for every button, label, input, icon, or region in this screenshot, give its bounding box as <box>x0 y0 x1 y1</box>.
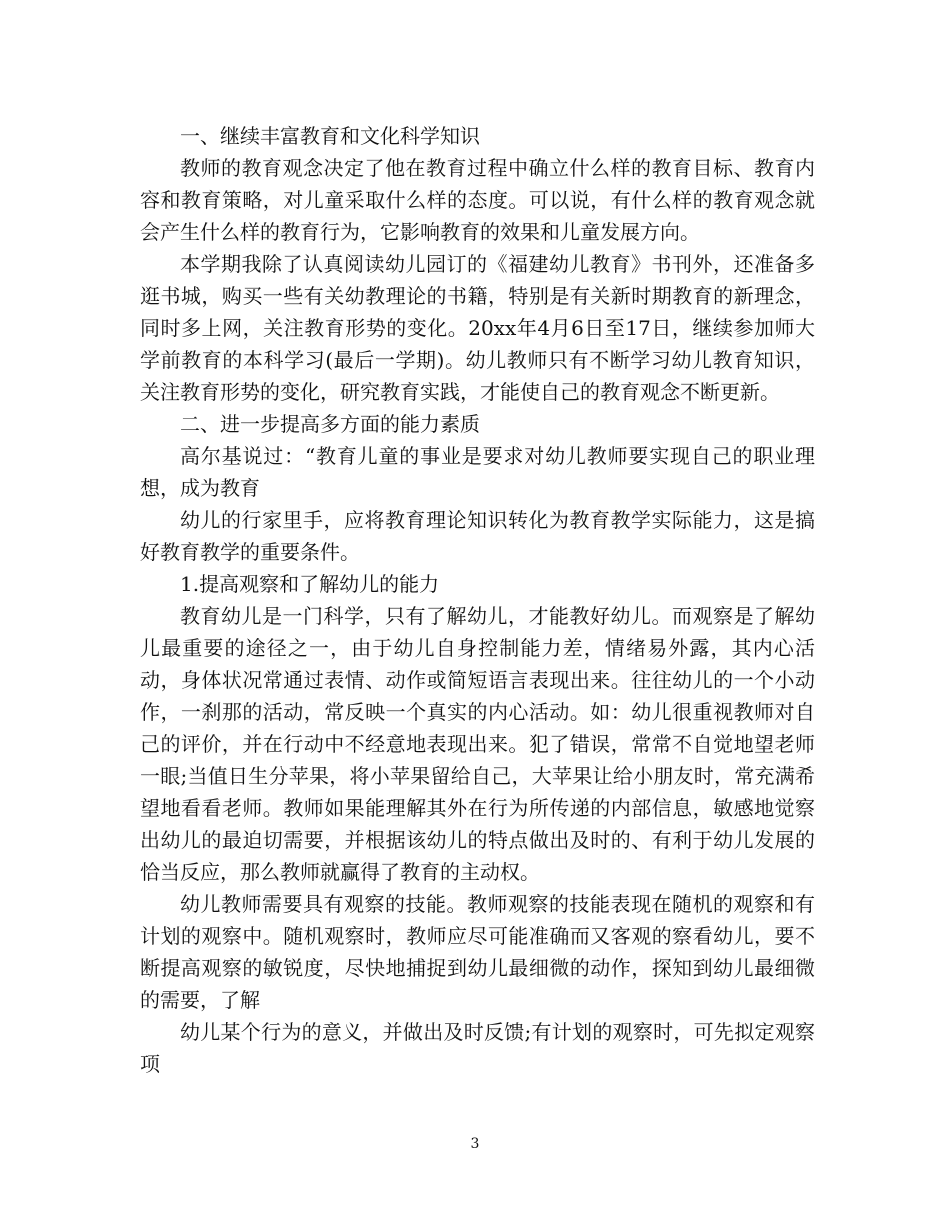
body-paragraph: 高尔基说过：“教育儿童的事业是要求对幼儿教师要实现自己的职业理想，成为教育 <box>140 444 815 500</box>
page-number: 3 <box>470 1136 480 1152</box>
body-paragraph: 本学期我除了认真阅读幼儿园订的《福建幼儿教育》书刊外，还准备多逛书城，购买一些有关幼教理论的书籍，特别是有关新时期教育的新理念，同时多上网，关注教育形势的变化。20xx年4月6日至17日，继续参加师大学前教育的本科学习(最后一学期)。幼儿教师只有不断学习幼儿教育知识，关注教育形势的变化，研究教育实践，才能使自己的教育观念不断更新。 <box>140 252 815 404</box>
subsection-heading-1: 1.提高观察和了解幼儿的能力 <box>180 572 440 596</box>
section-heading-1: 一、继续丰富教育和文化科学知识 <box>180 124 480 148</box>
body-paragraph: 幼儿某个行为的意义，并做出及时反馈;有计划的观察时，可先拟定观察项 <box>140 1020 815 1076</box>
body-paragraph: 教育幼儿是一门科学，只有了解幼儿，才能教好幼儿。而观察是了解幼儿最重要的途径之一，由于幼儿自身控制能力差，情绪易外露，其内心活动，身体状况常通过表情、动作或简短语言表现出来。往往幼儿的一个小动作，一刹那的活动，常反映一个真实的内心活动。如：幼儿很重视教师对自己的评价，并在行动中不经意地表现出来。犯了错误，常常不自觉地望老师一眼;当值日生分苹果，将小苹果留给自己，大苹果让给小朋友时，常充满希望地看看老师。教师如果能理解其外在行为所传递的内部信息，敏感地觉察出幼儿的最迫切需要，并根据该幼儿的特点做出及时的、有利于幼儿发展的恰当反应，那么教师就赢得了教育的主动权。 <box>140 604 815 884</box>
body-paragraph: 教师的教育观念决定了他在教育过程中确立什么样的教育目标、教育内容和教育策略，对儿童采取什么样的态度。可以说，有什么样的教育观念就会产生什么样的教育行为，它影响教育的效果和儿童发展方向。 <box>140 156 815 244</box>
body-paragraph: 幼儿教师需要具有观察的技能。教师观察的技能表现在随机的观察和有计划的观察中。随机观察时，教师应尽可能准确而又客观的察看幼儿，要不断提高观察的敏锐度，尽快地捕捉到幼儿最细微的动作，探知到幼儿最细微的需要，了解 <box>140 892 815 1012</box>
body-paragraph: 幼儿的行家里手，应将教育理论知识转化为教育教学实际能力，这是搞好教育教学的重要条件。 <box>140 508 815 564</box>
section-heading-2: 二、进一步提高多方面的能力素质 <box>180 412 480 436</box>
document-body <box>140 120 815 1080</box>
